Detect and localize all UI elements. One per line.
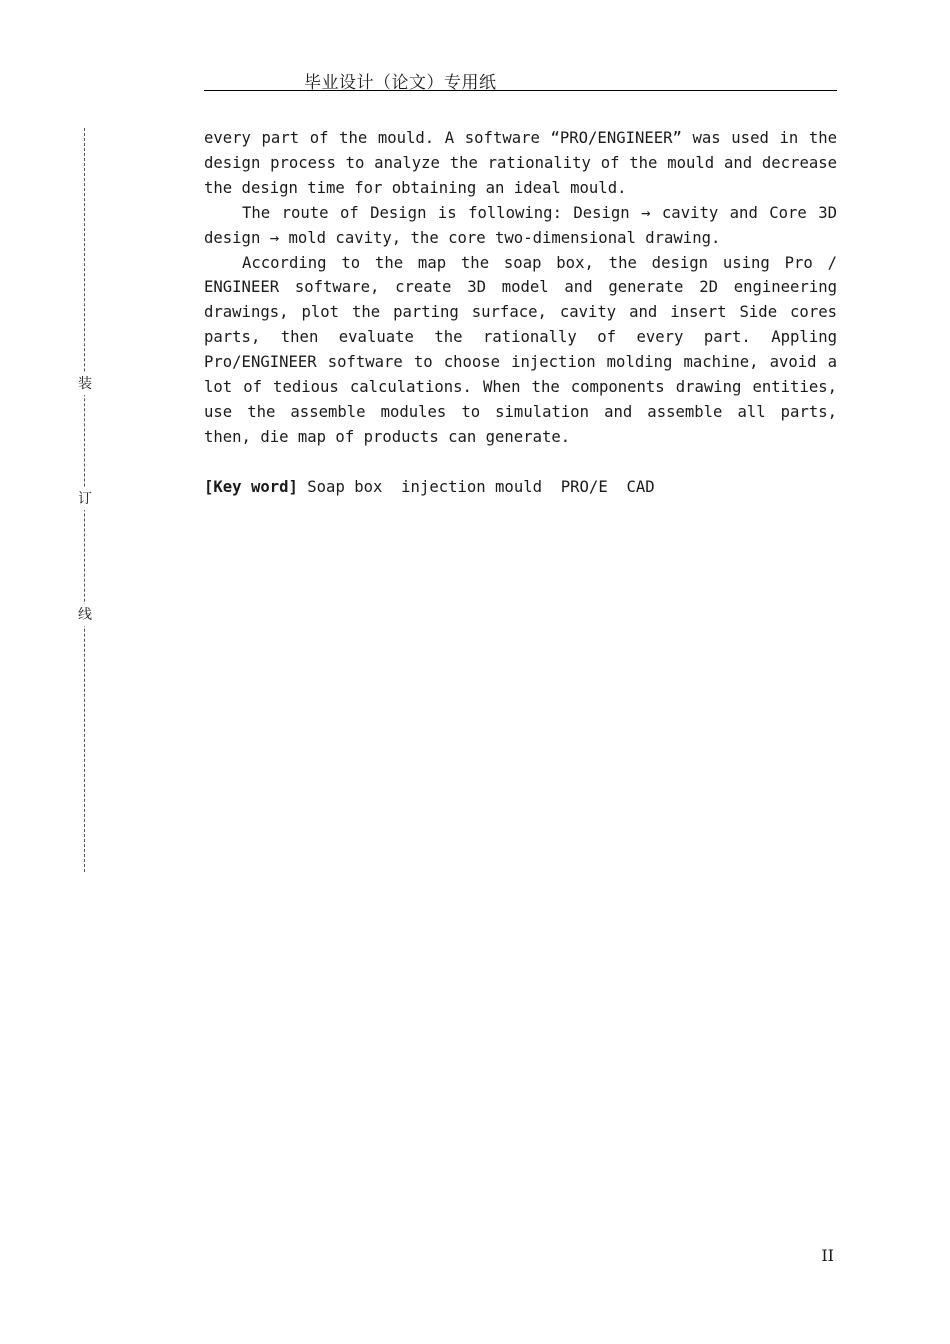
page-header [204, 66, 837, 91]
binding-char-xian: 线 [75, 604, 95, 626]
abstract-body [204, 126, 837, 500]
abstract-paragraph-2: The route of Design is following: Design → cavity and Core 3D design → mold cavity, the core two-dimensional drawing. [204, 203, 837, 247]
abstract-paragraph-1: every part of the mould. A software “PRO/ENGINEER” was used in the design process to analyze the rationality of the mould and decrease the design time for obtaining an ideal mould. [204, 129, 837, 197]
abstract-paragraph-3: According to the map the soap box, the design using Pro / ENGINEER software, create 3D model and generate 2D engineering drawings, plot the parting surface, cavity and insert Side cores parts, then evaluate the rationally of every part. Appling Pro/ENGINEER software to choose injection molding machine, avoid a lot of tedious calculations. When the components drawing entities, use the assemble modules to simulation and assemble all parts, then, die map of products can generate. [204, 253, 837, 446]
binding-char-ding: 订 [75, 488, 95, 510]
page-number: II [821, 1246, 834, 1265]
binding-char-zhuang: 装 [75, 373, 95, 395]
keywords-value: Soap box injection mould PRO/E CAD [297, 477, 655, 496]
keywords-label: [Key word] [204, 477, 298, 496]
header-title: 毕业设计（论文）专用纸 [304, 73, 497, 93]
keywords-line [204, 475, 837, 500]
